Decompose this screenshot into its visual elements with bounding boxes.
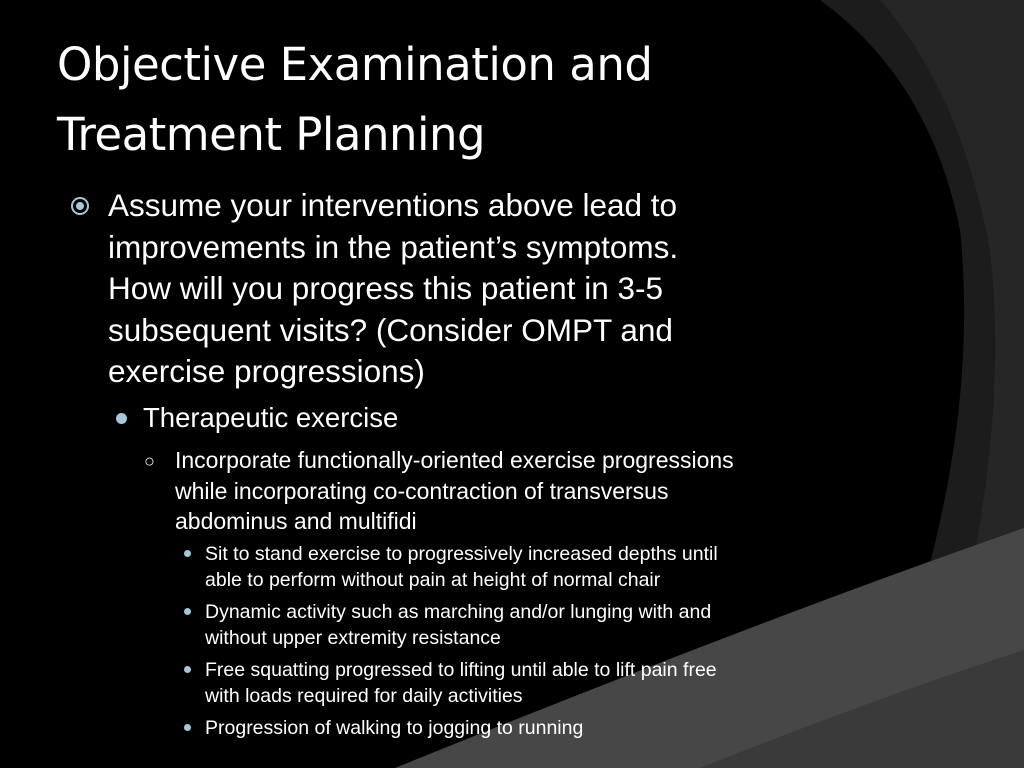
- small-dot-icon: [184, 550, 191, 557]
- bullet-line: Free squatting progressed to lifting until able to lift pain free: [205, 659, 717, 681]
- bullet-level-1: [108, 185, 828, 393]
- bullet-line: with loads required for daily activities: [205, 685, 523, 707]
- bullet-line: Dynamic activity such as marching and/or lunging with and: [205, 601, 712, 623]
- bullet-line: Assume your interventions above lead to: [108, 187, 678, 223]
- bullet-level-4: [205, 541, 718, 593]
- bullet-line: improvements in the patient’s symptoms.: [108, 228, 679, 265]
- bullet-line: abdominus and multifidi: [175, 508, 417, 534]
- bullet-line: able to perform without pain at height of normal chair: [205, 569, 661, 591]
- bullet-level-2: Therapeutic exercise: [143, 402, 399, 433]
- title-line: Treatment Planning: [57, 108, 486, 161]
- bullet-line: Sit to stand exercise to progressively increased depths until: [205, 543, 718, 565]
- small-dot-icon: [184, 608, 191, 615]
- bullet-line: while incorporating co-contraction of transversus: [175, 477, 669, 504]
- bullet-level-3: [175, 445, 734, 537]
- bullet-line: without upper extremity resistance: [205, 627, 501, 649]
- bullet-line: How will you progress this patient in 3-5: [108, 270, 664, 306]
- bullet-line: Incorporate functionally-oriented exercise progressions: [175, 447, 734, 473]
- title-line: Objective Examination and: [57, 38, 653, 91]
- filled-circle-icon: [116, 413, 127, 424]
- bullet-level-4: [205, 715, 583, 741]
- bullet-line: exercise progressions): [108, 353, 425, 389]
- bullet-level-4: [205, 599, 711, 651]
- small-dot-icon: [184, 666, 191, 673]
- small-dot-icon: [184, 724, 191, 731]
- hollow-circle-icon: ○: [144, 451, 155, 471]
- bullet-level-4: [205, 657, 717, 709]
- circle-dot-icon: [70, 196, 90, 216]
- bullet-line: subsequent visits? (Consider OMPT and: [108, 311, 673, 348]
- bullet-line: Progression of walking to jogging to running: [205, 717, 584, 739]
